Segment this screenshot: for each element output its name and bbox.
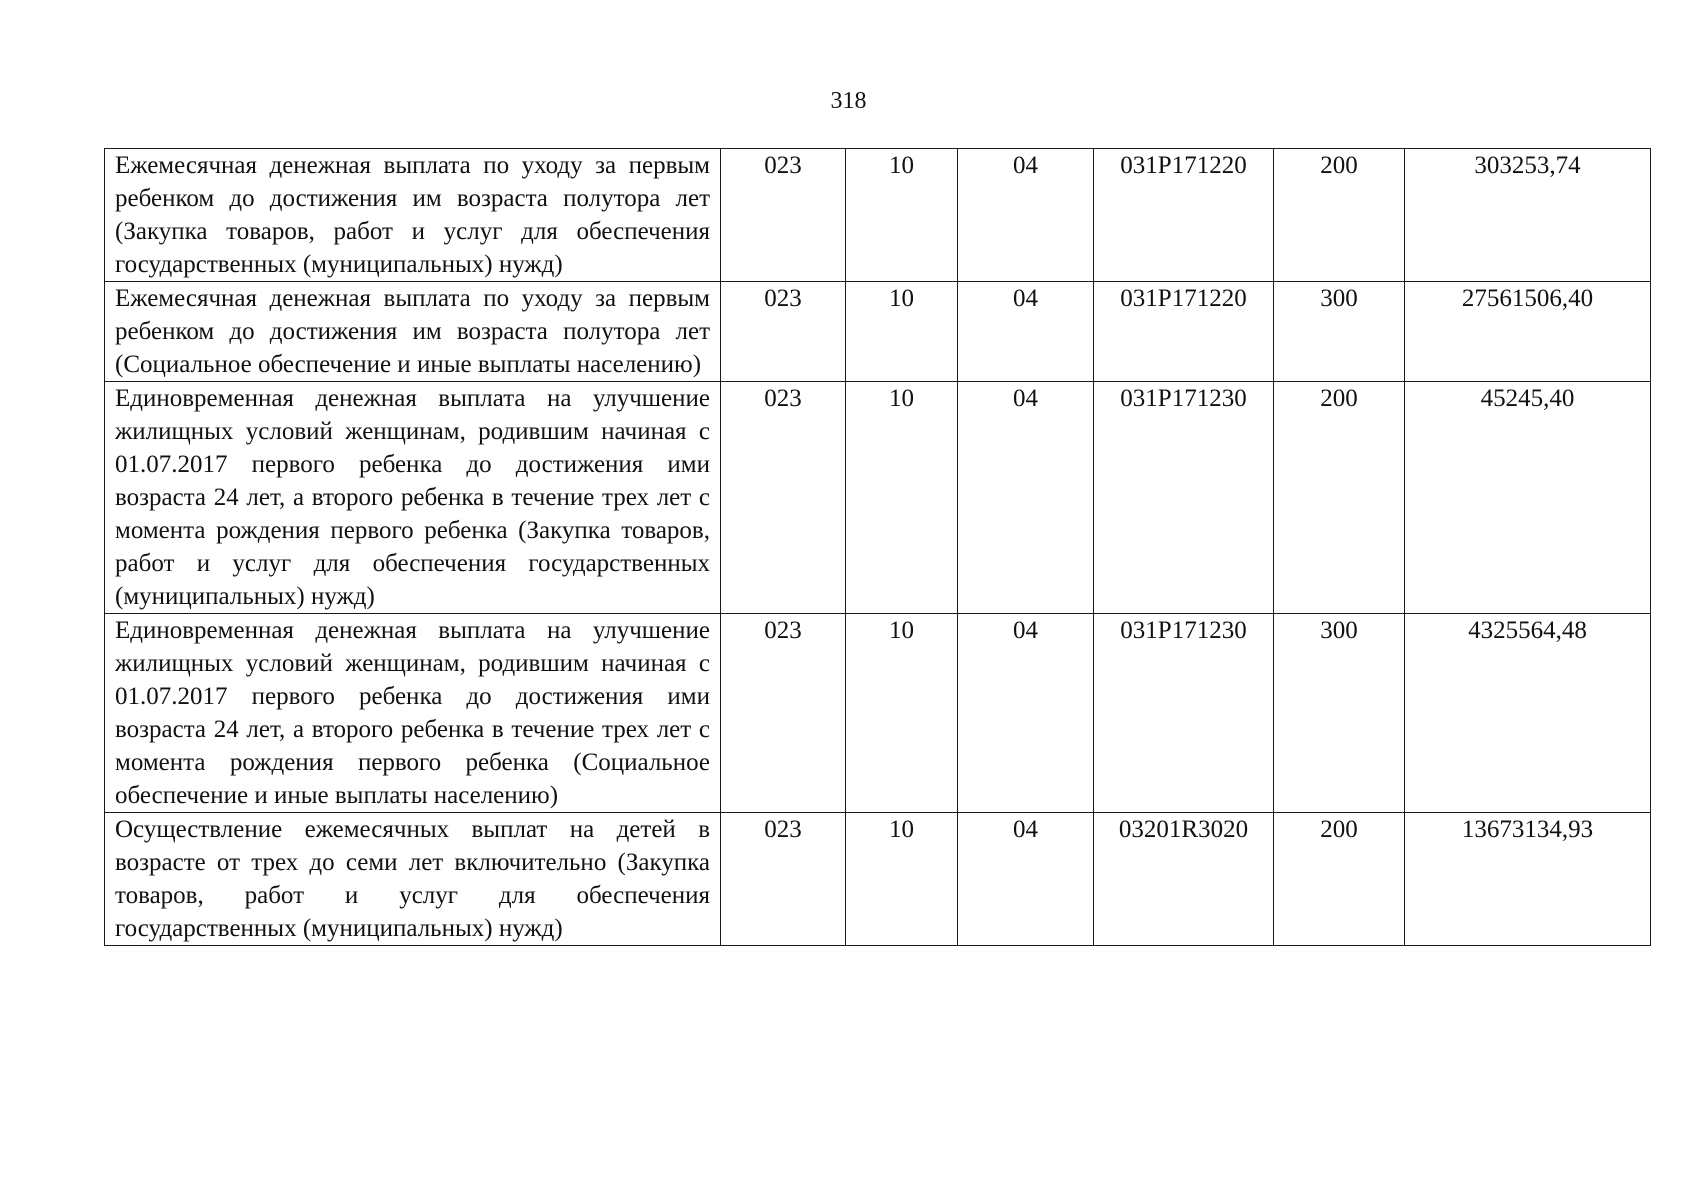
target-article-code: 03201R3020 [1094, 813, 1274, 946]
expense-type-code: 200 [1274, 382, 1405, 614]
expense-type-code: 300 [1274, 282, 1405, 382]
amount-value: 27561506,40 [1405, 282, 1651, 382]
expense-type-code: 300 [1274, 614, 1405, 813]
section-code: 10 [846, 149, 958, 282]
row-description: Ежемесячная денежная выплата по уходу за первым ребенком до достижения им возраста полутора лет (Закупка товаров, работ и услуг для обеспечения государственных (муниципальных) нужд) [105, 149, 721, 282]
ministry-code: 023 [721, 382, 846, 614]
section-code: 10 [846, 614, 958, 813]
amount-value: 4325564,48 [1405, 614, 1651, 813]
subsection-code: 04 [958, 382, 1094, 614]
subsection-code: 04 [958, 282, 1094, 382]
table-row [105, 282, 1651, 382]
subsection-code: 04 [958, 813, 1094, 946]
amount-value: 303253,74 [1405, 149, 1651, 282]
row-description: Единовременная денежная выплата на улучшение жилищных условий женщинам, родившим начиная с 01.07.2017 первого ребенка до достижения ими возраста 24 лет, а второго ребенка в течение трех лет с момента рождения первого ребенка (Закупка товаров, работ и услуг для обеспечения государственных (муниципальных) нужд) [105, 382, 721, 614]
ministry-code: 023 [721, 614, 846, 813]
section-code: 10 [846, 382, 958, 614]
amount-value: 13673134,93 [1405, 813, 1651, 946]
expense-type-code: 200 [1274, 813, 1405, 946]
ministry-code: 023 [721, 282, 846, 382]
ministry-code: 023 [721, 149, 846, 282]
section-code: 10 [846, 813, 958, 946]
table-row [105, 149, 1651, 282]
page-number: 318 [830, 88, 867, 114]
row-description: Единовременная денежная выплата на улучшение жилищных условий женщинам, родившим начиная с 01.07.2017 первого ребенка до достижения ими возраста 24 лет, а второго ребенка в течение трех лет с момента рождения первого ребенка (Социальное обеспечение и иные выплаты населению) [105, 614, 721, 813]
table-row [105, 382, 1651, 614]
section-code: 10 [846, 282, 958, 382]
amount-value: 45245,40 [1405, 382, 1651, 614]
ministry-code: 023 [721, 813, 846, 946]
subsection-code: 04 [958, 614, 1094, 813]
expense-type-code: 200 [1274, 149, 1405, 282]
target-article-code: 031P171220 [1094, 149, 1274, 282]
row-description: Осуществление ежемесячных выплат на детей в возрасте от трех до семи лет включительно (Закупка товаров, работ и услуг для обеспечения государственных (муниципальных) нужд) [105, 813, 721, 946]
table-row [105, 813, 1651, 946]
subsection-code: 04 [958, 149, 1094, 282]
budget-table [104, 148, 1651, 946]
target-article-code: 031P171230 [1094, 382, 1274, 614]
row-description: Ежемесячная денежная выплата по уходу за первым ребенком до достижения им возраста полутора лет (Социальное обеспечение и иные выплаты населению) [105, 282, 721, 382]
target-article-code: 031P171230 [1094, 614, 1274, 813]
target-article-code: 031P171220 [1094, 282, 1274, 382]
table-row [105, 614, 1651, 813]
